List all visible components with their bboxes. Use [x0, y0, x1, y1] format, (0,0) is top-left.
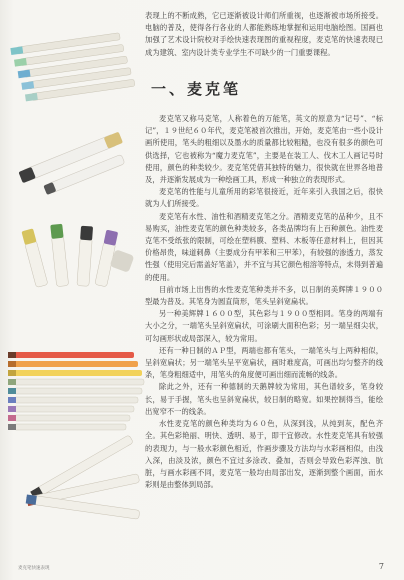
page-number: 7 — [378, 562, 384, 571]
paragraph: 目前市场上出售的水性麦克笔种类并不多，以日制的美辉牌１９００型最为普及。其笔身为圆直筒形，笔头呈斜宽扁状。 — [145, 284, 383, 307]
paragraph: 另一种美辉牌１６００型，其色彩与１９００型相同。笔身的两端有大小之分，一端笔头呈斜宽扁状，可涂刷大面积色彩；另一端呈细尖状，可勾画形状或局部深入，较为常用。 — [145, 309, 383, 343]
section-title: 一、麦克笔 — [151, 79, 242, 98]
paragraph: 麦克笔的性能与儿童所用的彩笔很接近，近年来引入我国之后，很快就为人们所接受。 — [145, 187, 383, 209]
paragraph: 水性麦克笔的颜色种类均为６０色，从深到浅，从纯到灰，配色齐全。其色彩艳丽、明快、透明、易于，即干宜修改。水性麦克笔具有较强的表现力，与一般水彩颜色相近，作画步骤及方法均与水彩画相似，由浅入深，由淡及浓，颜色不宜过多涂改、叠加，否则会导致色彩浑浊、肮脏，与画水彩画不同，麦克笔一般均由局部出发，逐渐到整个画面，而水彩则是由整体到局部。 — [145, 419, 383, 490]
paragraph: 麦克笔有水性、油性和酒精麦克笔之分。酒精麦克笔的品种少，且不易购买，油性麦克笔的颜色种类较多，各类品牌均有上百种颜色。油性麦克笔不受纸张的限制，可绘在塑料膜、塑料、木板等任意材料上，但因其价格昂贵，味道刺鼻（主要成分有甲苯和三甲苯），有较强的渗透力，蒸发性强（使用完后需盖好笔盖），并不宜与其它颜色相溶等特点，未得到普遍的使用。 — [145, 211, 383, 282]
running-footer: 麦克笔快速表现 — [18, 566, 50, 571]
marker-photos — [0, 0, 145, 580]
markers-photo-3 — [21, 224, 134, 288]
text-column — [145, 10, 383, 491]
pens-photo-1 — [10, 32, 135, 103]
paragraph: 表现上的不断成熟，它已逐渐被设计师们所重视，也逐渐被市场所接受。电脑的普及，使得各行各业的人都能熟练地掌握和运用电脑绘图。国画也加强了艺术设计院校对手绘快速表现图的重视程度，麦克笔的快速表现已成为建筑、室内设计类专业学生不可缺少的一门重要课程。 — [145, 11, 383, 57]
pens-photo-5 — [26, 435, 140, 519]
paragraph: 还有一种日制的ＡＰ型，两端也都有笔头，一端笔头与上两种相似，呈斜宽扁状；另一端笔头呈平宽扁状，画时难度高，可画出均匀整齐的线条，笔身粗细适中，用笔头的角度便可画出细而流畅的线条。 — [145, 345, 383, 380]
marker-set-photo-4 — [8, 352, 144, 430]
paragraph: 麦克笔又称马克笔，人称着色的万能笔，英文的原意为“记号”、“标记”，１９世纪６０年代，麦克笔被首次推出，开始，麦克笔由一些小设计画所使用，笔头的粗细以及墨水的质量都比较粗糙，也没有很多的颜色可供选择，它也被称为“魔力麦克笔”，主要是在装工人、伐木工人画记号时使用，颜色的种类较少。麦克笔凭借其独特的魅力，很快就在世界各地普及，并逐渐发展成为一种绘画工具，形成一种独立的表现形式。 — [145, 114, 383, 185]
marker-photo-2 — [18, 132, 130, 202]
paragraph: 除此之外，还有一种德制的天鹅牌较为常用，其色谱较多，笔身较长，易于手握，笔头也呈斜宽扁状，较日制的略宽。如果控制得当，能绘出宽窄不一的线条。 — [145, 382, 383, 416]
